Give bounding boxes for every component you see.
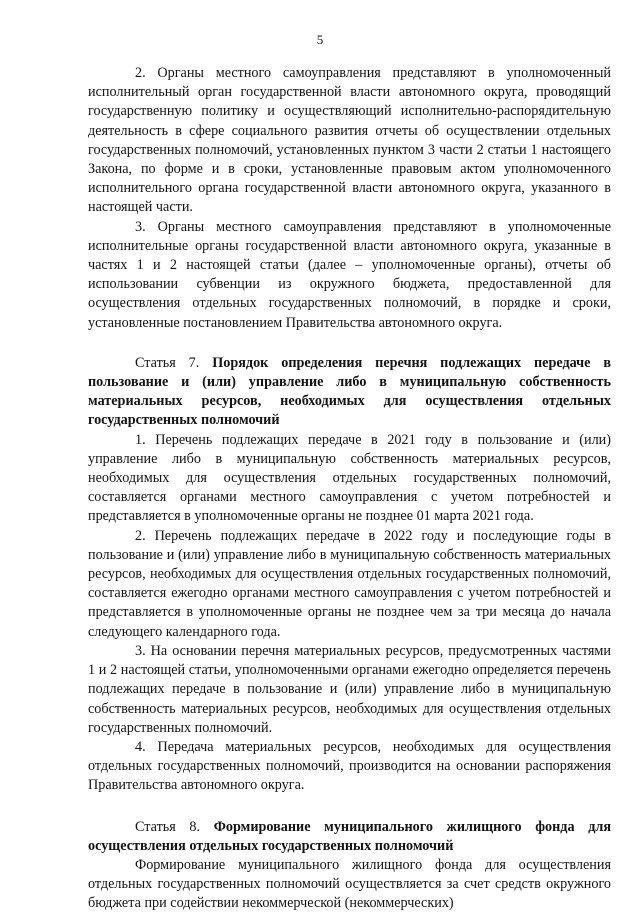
article-7-heading [88, 354, 611, 431]
article-7-paragraph-1: 1. Перечень подлежащих передаче в 2021 году в пользование и (или) управление либо в муниципальную собственность материальных ресурсов, необходимых для осуществления отдельных государственных полномочий, составляется органами местного самоуправления с учетом потребностей и представляется в уполномоченные органы не позднее 01 марта 2021 года. [88, 431, 611, 525]
article-7-paragraph-3: 3. На основании перечня материальных ресурсов, предусмотренных частями 1 и 2 настоящей статьи, уполномоченными органами ежегодно определяется перечень подлежащих передаче в пользование и (или) управление либо в муниципальную собственность материальных ресурсов, необходимых для осуществления отдельных государственных полномочий. [88, 642, 611, 736]
page-number: 5 [316, 32, 324, 47]
article-8-label: Статья 8. [135, 818, 201, 835]
article-7-paragraph-2: 2. Перечень подлежащих передаче в 2022 году и последующие годы в пользование и (или) управление либо в муниципальную собственность материальных ресурсов, необходимых для осуществления отдельных государственных полномочий, составляется ежегодно органами местного самоуправления с учетом потребностей и представляется в уполномоченные органы не позднее чем за три месяца до начала следующего календарного года. [88, 527, 611, 640]
paragraph-reporting-subvention: 3. Органы местного самоуправления представляют в уполномоченные исполнительные органы государственной власти автономного округа, указанные в частях 1 и 2 настоящей статьи (далее – уполномоченные органы), отчеты об использовании субвенции из окружного бюджета, предоставленной для осуществления отдельных государственных полномочий, в порядке и сроки, установленные постановлением Правительства автономного округа. [88, 218, 611, 331]
document-body [88, 64, 611, 914]
article-7-title: Порядок определения перечня подлежащих передаче в пользование и (или) управление либо в муниципальную собственность материальных ресурсов, необходимых для осуществления отдельных государственных полномочий [88, 354, 612, 429]
article-8-paragraph-1: Формирование муниципального жилищного фонда для осуществления отдельных государственных полномочий осуществляется за счет средств окружного бюджета при содействии некоммерческой (некоммерческих) [88, 856, 611, 912]
paragraph-reporting-social-development: 2. Органы местного самоуправления представляют в уполномоченный исполнительный орган государственной власти автономного округа, проводящий государственную политику и осуществляющий исполнительно-распорядительную деятельность в сфере социального развития отчеты об осуществлении отдельных государственных полномочий, установленных пунктом 3 части 2 статьи 1 настоящего Закона, по форме и в сроки, установленные правовым актом уполномоченного исполнительного органа государственной власти автономного округа, указанного в настоящей части. [88, 65, 611, 216]
article-7-label: Статья 7. [135, 354, 200, 371]
article-7-paragraph-4: 4. Передача материальных ресурсов, необходимых для осуществления отдельных государственных полномочий, производится на основании распоряжения Правительства автономного округа. [88, 738, 611, 794]
article-8-heading [88, 818, 611, 856]
article-8-title: Формирование муниципального жилищного фонда для осуществления отдельных государственных полномочий [88, 818, 612, 854]
